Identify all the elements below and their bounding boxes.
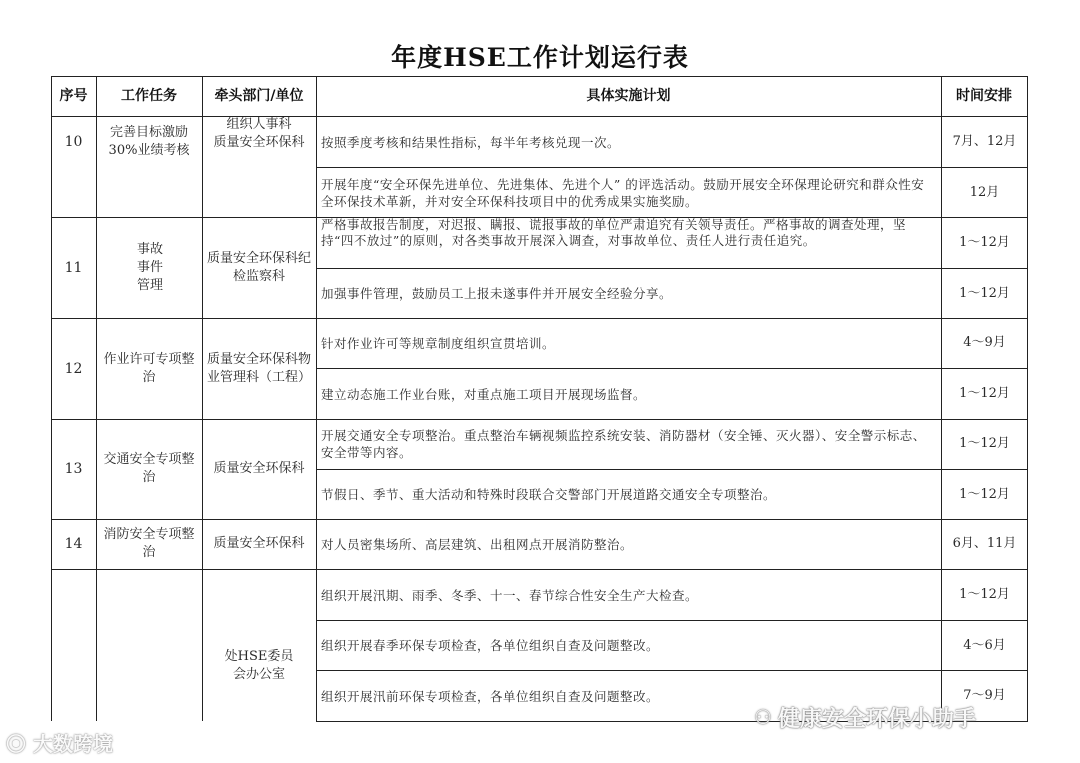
row-dept: 处HSE委员会办公室 [224,649,294,682]
row-dept: 组织人事科 质量安全环保科 [213,117,305,150]
row-dept: 质量安全环保科 [213,461,305,476]
watermark-right [754,699,976,735]
plan-cell: 组织开展春季环保专项检查，各单位组织自查及问题整改。 [321,638,660,653]
plan-cell: 针对作业许可等规章制度组织宣贯培训。 [321,335,556,351]
row-dept: 质量安全环保科物业管理科（工程） [206,351,311,385]
plan-cell: 开展年度“安全环保先进单位、先进集体、先进个人” 的评选活动。鼓励开展安全环保理论研究和群众性安全环保技术革新，并对安全环保科技项目中的优秀成果实施奖励。 [321,176,925,209]
watermark-left-text: 大数跨境 [32,732,113,756]
time-cell: 12月 [969,184,1000,200]
hse-plan-table [51,76,1028,721]
plan-cell: 开展交通安全专项整治。重点整治车辆视频监控系统安装、消防器材（安全锤、灭火器）、安全警示标志、安全带等内容。 [321,428,926,460]
time-cell: 1～12月 [959,234,1010,250]
watermark-right-text: 健康安全环保小助手 [777,706,976,732]
plan-cell: 对人员密集场所、高层建筑、出租网点开展消防整治。 [321,536,634,552]
header-dept: 牵头部门/单位 [214,88,304,104]
row-task: 消防安全专项整治 [103,527,195,560]
time-cell: 1～12月 [959,285,1010,301]
row-no: 12 [64,360,83,377]
header-task: 工作任务 [121,88,177,104]
row-task: 完善目标激励30%业绩考核 [108,125,190,158]
header-plan: 具体实施计划 [586,88,671,104]
header-no: 序号 [59,88,88,104]
row-task: 交通安全专项整治 [103,452,195,485]
row-no: 10 [64,134,83,150]
header-time: 时间安排 [956,88,1012,104]
row-dept: 质量安全环保科纪检监察科 [206,250,311,284]
weibo-icon: ⦿ [6,732,33,756]
plan-cell: 组织开展汛前环保专项检查，各单位组织自查及问题整改。 [321,688,660,704]
time-cell: 1～12月 [959,436,1010,451]
row-no: 13 [64,461,83,477]
row-no: 11 [64,259,83,276]
time-cell: 7～9月 [963,688,1006,703]
page-title: 年度HSE工作计划运行表 [391,43,689,72]
time-cell: 4～6月 [963,637,1006,653]
time-cell: 4～9月 [963,335,1006,350]
plan-cell: 建立动态施工作业台账，对重点施工项目开展现场监督。 [321,386,647,402]
time-cell: 6月、11月 [952,536,1017,551]
plan-cell: 严格事故报告制度，对迟报、瞒报、谎报事故的单位严肃追究有关领导责任。严格事故的调查处理，坚持“四不放过”的原则，对各类事故开展深入调查，对事故单位、责任人进行责任追究。 [321,217,907,248]
row-task: 作业许可专项整治 [103,351,195,385]
watermark-left [6,728,113,757]
plan-cell: 组织开展汛期、雨季、冬季、十一、春节综合性安全生产大检查。 [321,587,699,603]
wechat-icon: ⚇ [754,705,772,729]
time-cell: 1～12月 [959,587,1010,602]
time-cell: 1～12月 [959,486,1010,502]
row-no: 14 [64,536,83,552]
time-cell: 1～12月 [959,386,1010,401]
plan-cell: 加强事件管理，鼓励员工上报未遂事件并开展安全经验分享。 [321,286,673,301]
time-cell: 7月、12月 [952,134,1017,149]
plan-cell: 按照季度考核和结果性指标，每半年考核兑现一次。 [321,134,621,150]
plan-cell: 节假日、季节、重大活动和特殊时段联合交警部门开展道路交通安全专项整治。 [321,487,777,502]
row-dept: 质量安全环保科 [213,536,305,551]
row-task: 事故事件管理 [136,241,163,293]
